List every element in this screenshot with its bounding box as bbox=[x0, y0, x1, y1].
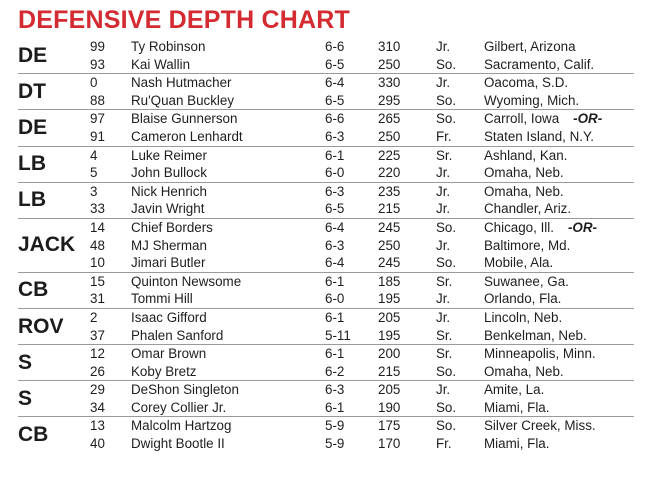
player-weight: 195 bbox=[378, 291, 401, 307]
position-group bbox=[18, 345, 634, 381]
player-name: John Bullock bbox=[131, 165, 207, 181]
player-height: 6-4 bbox=[325, 219, 345, 235]
position-group bbox=[18, 219, 634, 273]
position-label: CB bbox=[18, 278, 49, 302]
player-height: 6-2 bbox=[325, 363, 345, 379]
position-group bbox=[18, 183, 634, 219]
player-row bbox=[18, 183, 634, 201]
position-label: ROV bbox=[18, 314, 64, 338]
player-class: So. bbox=[436, 255, 457, 271]
player-class: So. bbox=[436, 111, 457, 127]
player-hometown bbox=[484, 345, 596, 363]
player-name: Ru'Quan Buckley bbox=[131, 92, 235, 108]
player-hometown bbox=[484, 381, 544, 399]
player-weight: 250 bbox=[378, 128, 401, 144]
player-row bbox=[18, 128, 634, 146]
player-hometown bbox=[484, 273, 569, 291]
player-class: So. bbox=[436, 56, 457, 72]
position-label: S bbox=[18, 350, 33, 374]
player-name: Luke Reimer bbox=[131, 147, 207, 163]
jersey-number: 3 bbox=[90, 183, 98, 199]
hometown-text: Ashland, Kan. bbox=[484, 147, 568, 163]
player-height: 6-3 bbox=[325, 382, 345, 398]
position-group bbox=[18, 273, 634, 309]
hometown-text: Omaha, Neb. bbox=[484, 363, 564, 379]
player-height: 6-1 bbox=[325, 273, 345, 289]
player-height: 6-5 bbox=[325, 56, 345, 72]
player-height: 5-9 bbox=[325, 436, 345, 452]
player-name: Koby Bretz bbox=[131, 363, 197, 379]
player-class: Fr. bbox=[436, 436, 452, 452]
player-weight: 185 bbox=[378, 273, 401, 289]
hometown-text: Lincoln, Neb. bbox=[484, 309, 563, 325]
hometown-text: Miami, Fla. bbox=[484, 436, 550, 452]
jersey-number: 93 bbox=[90, 56, 105, 72]
player-height: 6-6 bbox=[325, 39, 345, 54]
position-label: LB bbox=[18, 152, 46, 176]
position-label: JACK bbox=[18, 233, 76, 257]
player-hometown bbox=[484, 110, 602, 128]
player-hometown bbox=[484, 38, 576, 56]
player-hometown bbox=[484, 74, 568, 92]
jersey-number: 5 bbox=[90, 165, 98, 181]
player-name: Chief Borders bbox=[131, 219, 213, 235]
player-height: 6-0 bbox=[325, 165, 345, 181]
player-height: 5-9 bbox=[325, 418, 345, 434]
player-row bbox=[18, 92, 634, 110]
page-title: DEFENSIVE DEPTH CHART bbox=[18, 6, 351, 34]
player-weight: 205 bbox=[378, 382, 401, 398]
jersey-number: 99 bbox=[90, 39, 105, 54]
player-hometown bbox=[484, 147, 567, 165]
player-hometown bbox=[484, 92, 579, 110]
player-name: Omar Brown bbox=[131, 346, 207, 362]
player-name: Kai Wallin bbox=[131, 56, 191, 72]
player-name: Jimari Butler bbox=[131, 255, 206, 271]
player-row bbox=[18, 345, 634, 363]
jersey-number: 34 bbox=[90, 399, 105, 415]
player-height: 6-4 bbox=[325, 75, 345, 91]
player-hometown bbox=[484, 309, 562, 327]
hometown-text: Silver Creek, Miss. bbox=[484, 418, 596, 434]
position-label: LB bbox=[18, 188, 46, 212]
player-height: 6-3 bbox=[325, 183, 345, 199]
player-weight: 250 bbox=[378, 56, 401, 72]
player-class: Sr. bbox=[436, 147, 453, 163]
player-class: Sr. bbox=[436, 327, 453, 343]
position-group bbox=[18, 309, 634, 345]
player-row bbox=[18, 147, 634, 165]
player-class: Jr. bbox=[436, 183, 451, 199]
player-weight: 245 bbox=[378, 255, 401, 271]
position-label: DE bbox=[18, 115, 48, 139]
player-weight: 220 bbox=[378, 165, 401, 181]
player-weight: 200 bbox=[378, 346, 401, 362]
player-hometown bbox=[484, 290, 561, 308]
player-height: 6-3 bbox=[325, 128, 345, 144]
player-weight: 250 bbox=[378, 237, 401, 253]
jersey-number: 31 bbox=[90, 291, 105, 307]
player-weight: 310 bbox=[378, 39, 401, 54]
player-weight: 175 bbox=[378, 418, 401, 434]
player-hometown bbox=[484, 417, 596, 435]
player-row bbox=[18, 164, 634, 182]
player-row bbox=[18, 435, 634, 453]
player-name: Nash Hutmacher bbox=[131, 75, 232, 91]
hometown-text: Gilbert, Arizona bbox=[484, 39, 576, 54]
player-hometown bbox=[484, 183, 564, 201]
player-weight: 235 bbox=[378, 183, 401, 199]
player-hometown bbox=[484, 327, 587, 345]
player-row bbox=[18, 309, 634, 327]
player-height: 6-5 bbox=[325, 201, 345, 217]
jersey-number: 15 bbox=[90, 273, 105, 289]
hometown-text: Suwanee, Ga. bbox=[484, 273, 569, 289]
player-row bbox=[18, 381, 634, 399]
hometown-text: Wyoming, Mich. bbox=[484, 92, 580, 108]
jersey-number: 33 bbox=[90, 201, 105, 217]
hometown-text: Amite, La. bbox=[484, 382, 545, 398]
player-name: Malcolm Hartzog bbox=[131, 418, 232, 434]
player-name: Tommi Hill bbox=[131, 291, 193, 307]
player-name: Dwight Bootle II bbox=[131, 436, 225, 452]
player-row bbox=[18, 110, 634, 128]
player-name: Quinton Newsome bbox=[131, 273, 242, 289]
player-weight: 225 bbox=[378, 147, 401, 163]
hometown-text: Chandler, Ariz. bbox=[484, 201, 572, 217]
hometown-text: Oacoma, S.D. bbox=[484, 75, 569, 91]
position-group bbox=[18, 38, 634, 74]
player-row bbox=[18, 219, 634, 237]
player-weight: 195 bbox=[378, 327, 401, 343]
player-row bbox=[18, 327, 634, 345]
player-hometown bbox=[484, 435, 549, 453]
player-weight: 205 bbox=[378, 309, 401, 325]
player-row bbox=[18, 254, 634, 272]
jersey-number: 12 bbox=[90, 346, 105, 362]
player-row bbox=[18, 237, 634, 255]
player-class: So. bbox=[436, 399, 457, 415]
player-height: 6-5 bbox=[325, 92, 345, 108]
player-height: 6-1 bbox=[325, 147, 345, 163]
player-weight: 190 bbox=[378, 399, 401, 415]
hometown-text: Minneapolis, Minn. bbox=[484, 346, 596, 362]
hometown-text: Omaha, Neb. bbox=[484, 183, 564, 199]
hometown-text: Staten Island, N.Y. bbox=[484, 128, 594, 144]
player-class: So. bbox=[436, 363, 457, 379]
player-height: 6-1 bbox=[325, 399, 345, 415]
player-class: Jr. bbox=[436, 75, 451, 91]
player-name: Isaac Gifford bbox=[131, 309, 207, 325]
player-row bbox=[18, 399, 634, 417]
player-name: Cameron Lenhardt bbox=[131, 128, 243, 144]
player-height: 6-3 bbox=[325, 237, 345, 253]
player-hometown bbox=[484, 399, 549, 417]
position-group bbox=[18, 110, 634, 146]
player-hometown bbox=[484, 363, 564, 381]
hometown-text: Baltimore, Md. bbox=[484, 237, 571, 253]
player-weight: 265 bbox=[378, 111, 401, 127]
jersey-number: 88 bbox=[90, 92, 105, 108]
player-height: 5-11 bbox=[325, 327, 351, 343]
player-weight: 170 bbox=[378, 436, 401, 452]
position-label: DE bbox=[18, 43, 48, 67]
player-row bbox=[18, 56, 634, 74]
player-class: Jr. bbox=[436, 382, 451, 398]
player-height: 6-6 bbox=[325, 111, 345, 127]
hometown-text: Mobile, Ala. bbox=[484, 255, 554, 271]
player-height: 6-1 bbox=[325, 346, 345, 362]
player-height: 6-1 bbox=[325, 309, 345, 325]
or-note: -OR- bbox=[573, 111, 603, 127]
player-class: Jr. bbox=[436, 165, 451, 181]
player-height: 6-0 bbox=[325, 291, 345, 307]
player-height: 6-4 bbox=[325, 255, 345, 271]
player-class: Fr. bbox=[436, 128, 452, 144]
player-class: Sr. bbox=[436, 346, 453, 362]
position-label: S bbox=[18, 386, 33, 410]
jersey-number: 91 bbox=[90, 128, 105, 144]
player-class: Jr. bbox=[436, 237, 451, 253]
position-group bbox=[18, 147, 634, 183]
player-name: MJ Sherman bbox=[131, 237, 207, 253]
player-hometown bbox=[484, 56, 594, 74]
player-name: Ty Robinson bbox=[131, 39, 206, 54]
player-class: Jr. bbox=[436, 201, 451, 217]
jersey-number: 26 bbox=[90, 363, 105, 379]
hometown-text: Chicago, Ill. bbox=[484, 219, 554, 235]
player-row bbox=[18, 74, 634, 92]
player-hometown bbox=[484, 164, 564, 182]
player-hometown bbox=[484, 254, 553, 272]
hometown-text: Omaha, Neb. bbox=[484, 165, 564, 181]
or-note: -OR- bbox=[567, 219, 597, 235]
player-class: Jr. bbox=[436, 309, 451, 325]
player-name: Javin Wright bbox=[131, 201, 205, 217]
player-name: Corey Collier Jr. bbox=[131, 399, 227, 415]
depth-chart-table bbox=[18, 38, 634, 453]
player-class: So. bbox=[436, 92, 457, 108]
player-row bbox=[18, 363, 634, 381]
hometown-text: Carroll, Iowa bbox=[484, 111, 560, 127]
hometown-text: Miami, Fla. bbox=[484, 399, 550, 415]
jersey-number: 48 bbox=[90, 237, 105, 253]
jersey-number: 37 bbox=[90, 327, 105, 343]
position-group bbox=[18, 74, 634, 110]
player-name: Blaise Gunnerson bbox=[131, 111, 238, 127]
player-hometown bbox=[484, 219, 597, 237]
player-class: Sr. bbox=[436, 273, 453, 289]
jersey-number: 0 bbox=[90, 75, 98, 91]
jersey-number: 40 bbox=[90, 436, 105, 452]
player-class: So. bbox=[436, 418, 457, 434]
player-weight: 215 bbox=[378, 363, 401, 379]
player-row bbox=[18, 417, 634, 435]
position-label: CB bbox=[18, 423, 49, 447]
hometown-text: Orlando, Fla. bbox=[484, 291, 562, 307]
position-group bbox=[18, 381, 634, 417]
jersey-number: 10 bbox=[90, 255, 105, 271]
player-row bbox=[18, 290, 634, 308]
player-weight: 330 bbox=[378, 75, 401, 91]
player-name: DeShon Singleton bbox=[131, 382, 239, 398]
jersey-number: 29 bbox=[90, 382, 105, 398]
player-class: Jr. bbox=[436, 39, 451, 54]
player-weight: 295 bbox=[378, 92, 401, 108]
player-weight: 245 bbox=[378, 219, 401, 235]
hometown-text: Benkelman, Neb. bbox=[484, 327, 587, 343]
jersey-number: 4 bbox=[90, 147, 98, 163]
player-row bbox=[18, 273, 634, 291]
player-name: Nick Henrich bbox=[131, 183, 207, 199]
jersey-number: 2 bbox=[90, 309, 98, 325]
player-row bbox=[18, 38, 634, 56]
position-label: DT bbox=[18, 79, 46, 103]
jersey-number: 14 bbox=[90, 219, 105, 235]
player-name: Phalen Sanford bbox=[131, 327, 224, 343]
player-hometown bbox=[484, 128, 594, 146]
position-group bbox=[18, 417, 634, 452]
player-hometown bbox=[484, 237, 570, 255]
player-hometown bbox=[484, 200, 571, 218]
player-class: Jr. bbox=[436, 291, 451, 307]
player-class: So. bbox=[436, 219, 457, 235]
jersey-number: 97 bbox=[90, 111, 105, 127]
hometown-text: Sacramento, Calif. bbox=[484, 56, 595, 72]
jersey-number: 13 bbox=[90, 418, 105, 434]
player-weight: 215 bbox=[378, 201, 401, 217]
player-row bbox=[18, 200, 634, 218]
